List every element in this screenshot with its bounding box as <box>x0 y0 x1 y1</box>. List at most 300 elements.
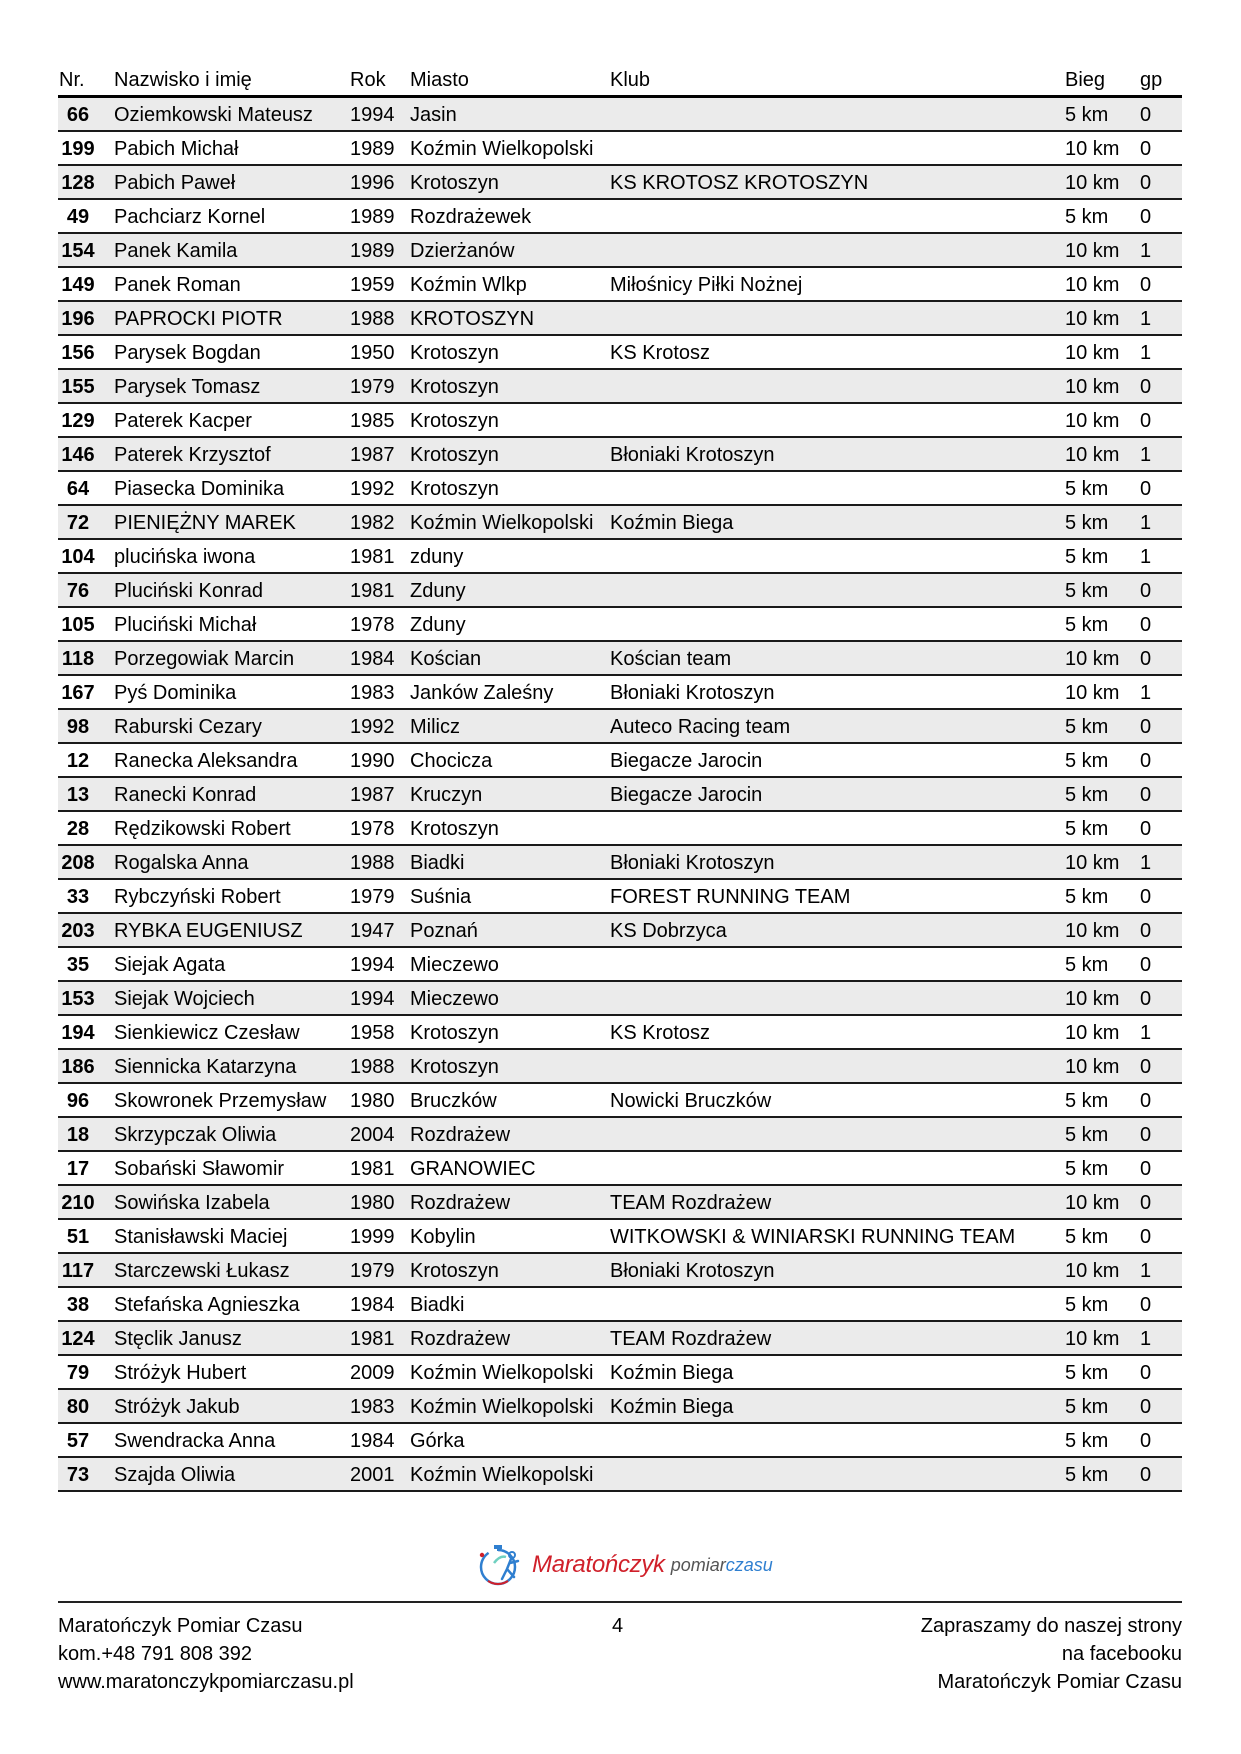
cell-gp: 0 <box>1140 648 1152 670</box>
cell-club: Biegacze Jarocin <box>610 784 763 806</box>
cell-year: 1983 <box>350 1396 395 1418</box>
cell-name: Parysek Tomasz <box>114 376 261 398</box>
table-row <box>58 812 1182 846</box>
table-row <box>58 472 1182 506</box>
cell-nr: 154 <box>61 240 95 262</box>
cell-nr: 117 <box>61 1260 95 1282</box>
header-city: Miasto <box>410 69 469 91</box>
footer-facebook-note <box>921 1612 1182 1696</box>
cell-race: 5 km <box>1065 546 1109 568</box>
table-row <box>58 404 1182 438</box>
cell-name: Pluciński Konrad <box>114 580 263 602</box>
table-row <box>58 778 1182 812</box>
footer-phone: kom.+48 791 808 392 <box>58 1643 253 1665</box>
cell-club: Koźmin Biega <box>610 1362 734 1384</box>
cell-city: zduny <box>410 546 464 568</box>
footer-divider <box>58 1601 1182 1603</box>
cell-name: Stefańska Agnieszka <box>114 1294 300 1316</box>
cell-name: Paterek Kacper <box>114 410 252 432</box>
table-row <box>58 1220 1182 1254</box>
cell-year: 1981 <box>350 546 395 568</box>
cell-gp: 0 <box>1140 478 1152 500</box>
cell-race: 5 km <box>1065 478 1109 500</box>
footer-invite: Zapraszamy do naszej strony <box>920 1615 1182 1637</box>
cell-nr: 64 <box>66 478 90 500</box>
cell-race: 5 km <box>1065 1158 1109 1180</box>
cell-race: 10 km <box>1065 342 1120 364</box>
table-row <box>58 438 1182 472</box>
table-row <box>58 166 1182 200</box>
cell-year: 1988 <box>350 308 395 330</box>
cell-nr: 18 <box>66 1124 90 1146</box>
table-row <box>58 234 1182 268</box>
cell-gp: 0 <box>1140 1056 1152 1078</box>
cell-gp: 0 <box>1140 410 1152 432</box>
table-row <box>58 608 1182 642</box>
cell-year: 1987 <box>350 784 395 806</box>
cell-city: Jasin <box>410 104 457 126</box>
table-row <box>58 574 1182 608</box>
cell-name: Pluciński Michał <box>114 614 257 636</box>
table-row <box>58 1424 1182 1458</box>
cell-nr: 118 <box>61 648 95 670</box>
cell-race: 5 km <box>1065 1430 1109 1452</box>
table-row <box>58 1050 1182 1084</box>
cell-year: 1994 <box>350 988 395 1010</box>
table-body <box>58 98 1182 1492</box>
cell-nr: 194 <box>61 1022 95 1044</box>
cell-gp: 0 <box>1140 988 1152 1010</box>
cell-race: 5 km <box>1065 1090 1109 1112</box>
cell-gp: 0 <box>1140 104 1152 126</box>
cell-nr: 203 <box>61 920 95 942</box>
cell-year: 1983 <box>350 682 395 704</box>
cell-nr: 129 <box>61 410 95 432</box>
cell-year: 1989 <box>350 138 395 160</box>
cell-name: Rędzikowski Robert <box>114 818 291 840</box>
cell-year: 1947 <box>350 920 395 942</box>
cell-gp: 0 <box>1140 1294 1152 1316</box>
table-row <box>58 1288 1182 1322</box>
cell-race: 10 km <box>1065 1022 1120 1044</box>
cell-city: Krotoszyn <box>410 444 499 466</box>
cell-name: Stęclik Janusz <box>114 1328 242 1350</box>
cell-name: plucińska iwona <box>114 546 256 568</box>
cell-nr: 17 <box>66 1158 90 1180</box>
cell-gp: 0 <box>1140 920 1152 942</box>
cell-race: 5 km <box>1065 580 1109 602</box>
cell-gp: 0 <box>1140 138 1152 160</box>
cell-city: Suśnia <box>410 886 472 908</box>
cell-club: KS Dobrzyca <box>610 920 727 942</box>
footer-website-link[interactable]: www.maratonczykpomiarczasu.pl <box>58 1671 354 1693</box>
cell-year: 2009 <box>350 1362 395 1384</box>
cell-race: 10 km <box>1065 648 1120 670</box>
cell-name: Panek Roman <box>114 274 241 296</box>
cell-club: KS KROTOSZ KROTOSZYN <box>610 172 869 194</box>
cell-race: 5 km <box>1065 206 1109 228</box>
cell-name: Sobański Sławomir <box>114 1158 285 1180</box>
cell-nr: 28 <box>66 818 90 840</box>
cell-year: 1994 <box>350 954 395 976</box>
cell-race: 10 km <box>1065 1260 1120 1282</box>
cell-city: Kobylin <box>410 1226 476 1248</box>
header-name: Nazwisko i imię <box>114 69 252 91</box>
cell-nr: 13 <box>66 784 90 806</box>
cell-name: Stróżyk Hubert <box>114 1362 247 1384</box>
cell-year: 1992 <box>350 478 395 500</box>
table-row <box>58 710 1182 744</box>
cell-club: Koźmin Biega <box>610 512 734 534</box>
cell-name: Siejak Agata <box>114 954 226 976</box>
cell-race: 5 km <box>1065 1464 1109 1486</box>
cell-name: Piasecka Dominika <box>114 478 285 500</box>
cell-club: Błoniaki Krotoszyn <box>610 852 775 874</box>
cell-club: TEAM Rozdrażew <box>610 1192 772 1214</box>
cell-race: 5 km <box>1065 1226 1109 1248</box>
cell-name: PAPROCKI PIOTR <box>114 308 283 330</box>
table-row <box>58 1458 1182 1492</box>
cell-race: 5 km <box>1065 1396 1109 1418</box>
table-row <box>58 914 1182 948</box>
cell-gp: 0 <box>1140 1192 1152 1214</box>
table-row <box>58 1186 1182 1220</box>
cell-gp: 1 <box>1140 308 1152 330</box>
cell-name: Rogalska Anna <box>114 852 249 874</box>
cell-year: 1994 <box>350 104 395 126</box>
cell-city: Janków Zaleśny <box>410 682 554 704</box>
logo-sub-czasu: czasu <box>725 1554 773 1575</box>
cell-nr: 57 <box>66 1430 90 1452</box>
cell-race: 10 km <box>1065 240 1120 262</box>
table-row <box>58 506 1182 540</box>
cell-race: 10 km <box>1065 1192 1120 1214</box>
cell-nr: 128 <box>61 172 95 194</box>
cell-gp: 0 <box>1140 784 1152 806</box>
cell-name: Starczewski Łukasz <box>114 1260 290 1282</box>
cell-city: Poznań <box>410 920 478 942</box>
page-number <box>612 1612 623 1640</box>
cell-race: 5 km <box>1065 1362 1109 1384</box>
cell-city: Rozdrażew <box>410 1124 511 1146</box>
cell-gp: 1 <box>1140 682 1152 704</box>
cell-year: 1978 <box>350 818 395 840</box>
cell-city: Mieczewo <box>410 988 499 1010</box>
cell-race: 10 km <box>1065 376 1120 398</box>
cell-year: 1979 <box>350 886 395 908</box>
cell-race: 5 km <box>1065 818 1109 840</box>
cell-city: Biadki <box>410 1294 465 1316</box>
table-row <box>58 1390 1182 1424</box>
cell-city: Krotoszyn <box>410 478 499 500</box>
cell-club: KS Krotosz <box>610 342 711 364</box>
cell-gp: 0 <box>1140 172 1152 194</box>
cell-gp: 0 <box>1140 1362 1152 1384</box>
header-club: Klub <box>610 69 651 91</box>
cell-gp: 1 <box>1140 240 1152 262</box>
table-row <box>58 676 1182 710</box>
cell-name: Pachciarz Kornel <box>114 206 266 228</box>
cell-city: Dzierżanów <box>410 240 515 262</box>
logo-wordmark: Maratończyk <box>532 1551 665 1578</box>
cell-race: 5 km <box>1065 886 1109 908</box>
cell-club: TEAM Rozdrażew <box>610 1328 772 1350</box>
cell-race: 5 km <box>1065 1124 1109 1146</box>
table-row <box>58 132 1182 166</box>
cell-race: 10 km <box>1065 308 1120 330</box>
table-row <box>58 744 1182 778</box>
cell-gp: 1 <box>1140 852 1152 874</box>
cell-year: 1984 <box>350 648 395 670</box>
cell-name: Paterek Krzysztof <box>114 444 271 466</box>
cell-gp: 1 <box>1140 1022 1152 1044</box>
cell-city: Krotoszyn <box>410 1260 499 1282</box>
cell-gp: 0 <box>1140 1158 1152 1180</box>
cell-city: Krotoszyn <box>410 376 499 398</box>
table-row <box>58 880 1182 914</box>
cell-nr: 155 <box>61 376 95 398</box>
cell-city: Krotoszyn <box>410 1022 499 1044</box>
cell-city: Koźmin Wielkopolski <box>410 1396 594 1418</box>
cell-nr: 196 <box>61 308 95 330</box>
cell-name: Raburski Cezary <box>114 716 262 738</box>
cell-gp: 0 <box>1140 1124 1152 1146</box>
cell-city: Milicz <box>410 716 460 738</box>
cell-year: 1979 <box>350 376 395 398</box>
cell-club: Błoniaki Krotoszyn <box>610 682 775 704</box>
cell-race: 5 km <box>1065 104 1109 126</box>
header-nr: Nr. <box>59 69 85 91</box>
cell-race: 10 km <box>1065 682 1120 704</box>
cell-club: Nowicki Bruczków <box>610 1090 772 1112</box>
cell-name: Stanisławski Maciej <box>114 1226 288 1248</box>
cell-name: PIENIĘŻNY MAREK <box>114 512 296 534</box>
page-number-value: 4 <box>612 1615 624 1637</box>
cell-name: Pabich Paweł <box>114 172 236 194</box>
cell-name: Ranecka Aleksandra <box>114 750 298 772</box>
table-row <box>58 98 1182 132</box>
cell-name: Skowronek Przemysław <box>114 1090 327 1112</box>
cell-club: Miłośnicy Piłki Nożnej <box>610 274 803 296</box>
header-gp: gp <box>1140 69 1163 91</box>
footer-facebook-page: Maratończyk Pomiar Czasu <box>937 1671 1182 1693</box>
cell-nr: 124 <box>61 1328 95 1350</box>
cell-gp: 0 <box>1140 886 1152 908</box>
cell-year: 1958 <box>350 1022 395 1044</box>
participants-table <box>58 66 1182 1492</box>
cell-nr: 98 <box>66 716 90 738</box>
cell-name: Parysek Bogdan <box>114 342 261 364</box>
cell-nr: 210 <box>61 1192 95 1214</box>
cell-name: RYBKA EUGENIUSZ <box>114 920 303 942</box>
cell-nr: 35 <box>66 954 90 976</box>
table-row <box>58 1084 1182 1118</box>
brand-logo <box>474 1535 774 1595</box>
cell-name: Skrzypczak Oliwia <box>114 1124 277 1146</box>
cell-name: Porzegowiak Marcin <box>114 648 295 670</box>
cell-nr: 79 <box>66 1362 90 1384</box>
cell-city: Biadki <box>410 852 465 874</box>
cell-race: 10 km <box>1065 920 1120 942</box>
cell-city: Krotoszyn <box>410 818 499 840</box>
cell-race: 10 km <box>1065 444 1120 466</box>
cell-gp: 0 <box>1140 1090 1152 1112</box>
cell-nr: 38 <box>66 1294 90 1316</box>
cell-year: 2004 <box>350 1124 395 1146</box>
cell-year: 1979 <box>350 1260 395 1282</box>
cell-gp: 0 <box>1140 1464 1152 1486</box>
table-row <box>58 200 1182 234</box>
cell-nr: 105 <box>61 614 95 636</box>
cell-gp: 1 <box>1140 1328 1152 1350</box>
cell-gp: 0 <box>1140 1226 1152 1248</box>
cell-city: Mieczewo <box>410 954 499 976</box>
footer-company: Maratończyk Pomiar Czasu <box>58 1615 303 1637</box>
cell-name: Oziemkowski Mateusz <box>114 104 313 126</box>
cell-nr: 33 <box>66 886 90 908</box>
cell-gp: 0 <box>1140 750 1152 772</box>
cell-city: Górka <box>410 1430 465 1452</box>
cell-city: GRANOWIEC <box>410 1158 536 1180</box>
cell-name: Stróżyk Jakub <box>114 1396 240 1418</box>
cell-city: Kruczyn <box>410 784 483 806</box>
cell-club: Koźmin Biega <box>610 1396 734 1418</box>
cell-year: 1992 <box>350 716 395 738</box>
cell-gp: 1 <box>1140 546 1152 568</box>
cell-city: Koźmin Wlkp <box>410 274 527 296</box>
cell-city: KROTOSZYN <box>410 308 535 330</box>
cell-city: Koźmin Wielkopolski <box>410 138 594 160</box>
cell-club: Błoniaki Krotoszyn <box>610 444 775 466</box>
cell-name: Sowińska Izabela <box>114 1192 270 1214</box>
cell-year: 1984 <box>350 1294 395 1316</box>
cell-nr: 149 <box>61 274 95 296</box>
cell-year: 1959 <box>350 274 395 296</box>
header-race: Bieg <box>1065 69 1106 91</box>
cell-city: Bruczków <box>410 1090 497 1112</box>
cell-gp: 0 <box>1140 206 1152 228</box>
cell-year: 1990 <box>350 750 395 772</box>
cell-city: Koźmin Wielkopolski <box>410 512 594 534</box>
cell-gp: 0 <box>1140 1430 1152 1452</box>
cell-club: Auteco Racing team <box>610 716 791 738</box>
cell-year: 1989 <box>350 240 395 262</box>
cell-name: Sienkiewicz Czesław <box>114 1022 300 1044</box>
cell-nr: 96 <box>66 1090 90 1112</box>
cell-city: Krotoszyn <box>410 342 499 364</box>
cell-race: 5 km <box>1065 614 1109 636</box>
cell-year: 1988 <box>350 852 395 874</box>
cell-year: 1987 <box>350 444 395 466</box>
table-row <box>58 1322 1182 1356</box>
cell-year: 1981 <box>350 1158 395 1180</box>
cell-gp: 0 <box>1140 614 1152 636</box>
cell-city: Zduny <box>410 614 466 636</box>
cell-gp: 1 <box>1140 512 1152 534</box>
cell-race: 5 km <box>1065 512 1109 534</box>
cell-name: Ranecki Konrad <box>114 784 257 806</box>
cell-race: 10 km <box>1065 852 1120 874</box>
cell-gp: 0 <box>1140 716 1152 738</box>
cell-name: Panek Kamila <box>114 240 238 262</box>
cell-year: 1996 <box>350 172 395 194</box>
cell-gp: 0 <box>1140 818 1152 840</box>
cell-race: 5 km <box>1065 954 1109 976</box>
cell-name: Szajda Oliwia <box>114 1464 236 1486</box>
table-row <box>58 642 1182 676</box>
table-row <box>58 1356 1182 1390</box>
cell-year: 1982 <box>350 512 395 534</box>
cell-city: Kościan <box>410 648 482 670</box>
cell-race: 10 km <box>1065 172 1120 194</box>
cell-city: Rozdrażew <box>410 1192 511 1214</box>
cell-nr: 167 <box>61 682 95 704</box>
cell-city: Krotoszyn <box>410 410 499 432</box>
table-row <box>58 1016 1182 1050</box>
cell-name: Siejak Wojciech <box>114 988 255 1010</box>
cell-name: Pabich Michał <box>114 138 239 160</box>
cell-year: 1988 <box>350 1056 395 1078</box>
cell-race: 10 km <box>1065 410 1120 432</box>
cell-nr: 146 <box>61 444 95 466</box>
cell-city: Chocicza <box>410 750 493 772</box>
cell-gp: 1 <box>1140 342 1152 364</box>
cell-year: 1985 <box>350 410 395 432</box>
cell-year: 1981 <box>350 580 395 602</box>
table-row <box>58 982 1182 1016</box>
cell-nr: 73 <box>66 1464 90 1486</box>
table-header <box>58 66 1182 98</box>
cell-race: 10 km <box>1065 138 1120 160</box>
cell-nr: 156 <box>61 342 95 364</box>
cell-club: Błoniaki Krotoszyn <box>610 1260 775 1282</box>
cell-nr: 208 <box>61 852 95 874</box>
cell-gp: 1 <box>1140 444 1152 466</box>
cell-club: KS Krotosz <box>610 1022 711 1044</box>
cell-nr: 76 <box>66 580 90 602</box>
cell-race: 10 km <box>1065 1328 1120 1350</box>
cell-race: 5 km <box>1065 750 1109 772</box>
cell-race: 10 km <box>1065 274 1120 296</box>
cell-nr: 72 <box>66 512 90 534</box>
cell-race: 10 km <box>1065 988 1120 1010</box>
table-row <box>58 1118 1182 1152</box>
cell-city: Rozdrażew <box>410 1328 511 1350</box>
cell-year: 1980 <box>350 1090 395 1112</box>
cell-year: 1989 <box>350 206 395 228</box>
cell-year: 1981 <box>350 1328 395 1350</box>
cell-name: Pyś Dominika <box>114 682 237 704</box>
table-row <box>58 302 1182 336</box>
cell-name: Swendracka Anna <box>114 1430 276 1452</box>
cell-year: 1999 <box>350 1226 395 1248</box>
cell-year: 2001 <box>350 1464 395 1486</box>
cell-gp: 1 <box>1140 1260 1152 1282</box>
cell-gp: 0 <box>1140 376 1152 398</box>
cell-club: WITKOWSKI & WINIARSKI RUNNING TEAM <box>610 1226 1016 1248</box>
logo-sub-pomiar: pomiar <box>670 1554 726 1575</box>
table-row <box>58 948 1182 982</box>
cell-name: Siennicka Katarzyna <box>114 1056 297 1078</box>
cell-club: Biegacze Jarocin <box>610 750 763 772</box>
table-row <box>58 370 1182 404</box>
cell-year: 1984 <box>350 1430 395 1452</box>
cell-nr: 153 <box>61 988 95 1010</box>
cell-nr: 186 <box>61 1056 95 1078</box>
footer-contact <box>58 1612 354 1696</box>
table-row <box>58 846 1182 880</box>
cell-nr: 80 <box>66 1396 90 1418</box>
